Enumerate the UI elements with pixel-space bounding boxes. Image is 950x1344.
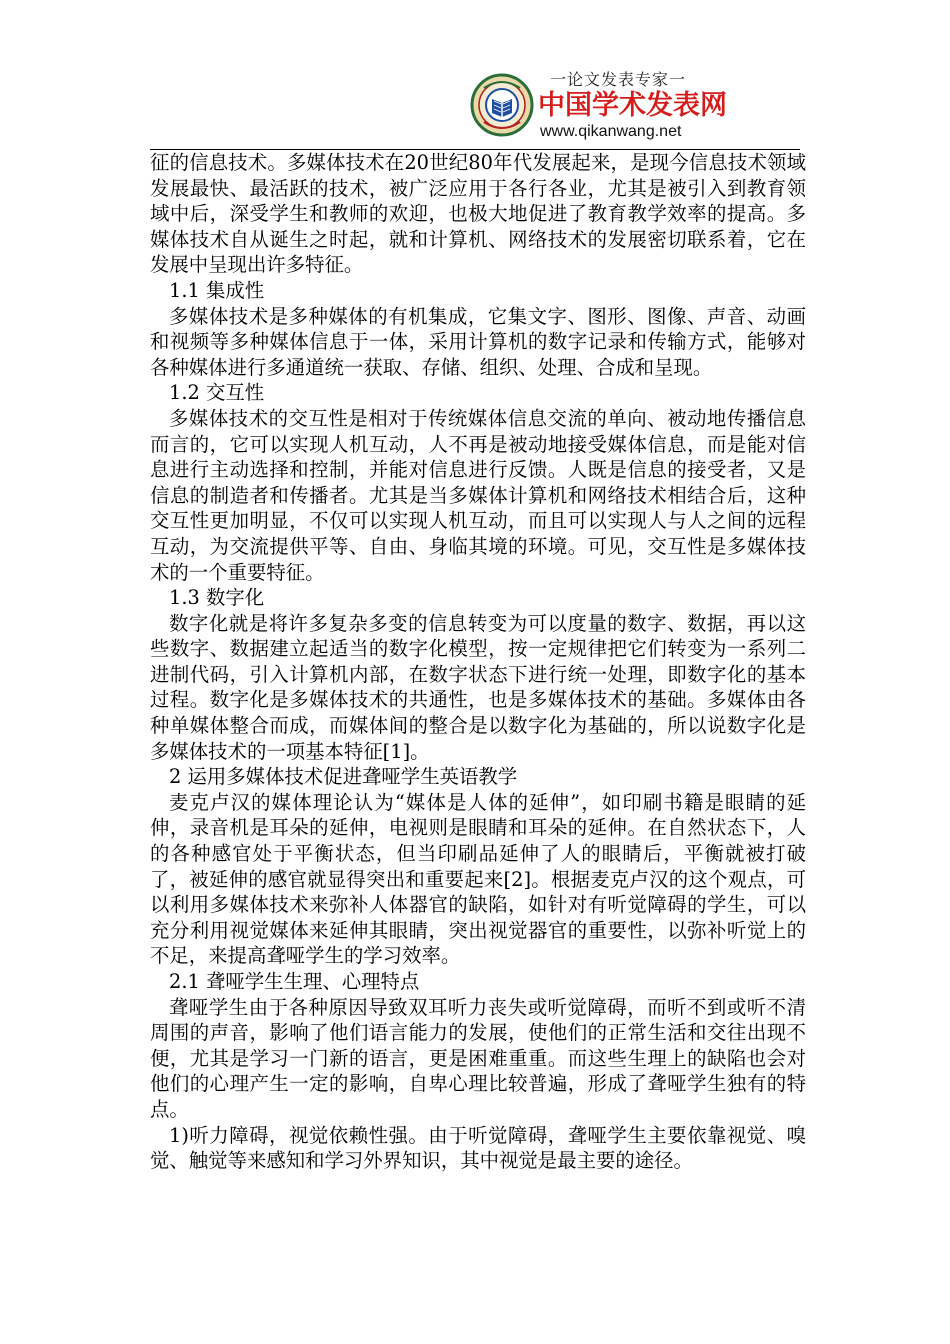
book-seal-logo-icon — [470, 68, 534, 142]
body-paragraph: 聋哑学生由于各种原因导致双耳听力丧失或听觉障碍，而听不到或听不清周围的声音，影响了他们语言能力的发展，使他们的正常生活和交往出现不便，尤其是学习一门新的语言，更是困难重重。而这些生理上的缺陷也会对他们的心理产生一定的影响，自卑心理比较普遍，形成了聋哑学生独有的特点。 — [150, 995, 806, 1121]
section-heading: 1.3 数字化 — [169, 586, 265, 610]
site-logo[interactable] — [470, 68, 727, 142]
body-paragraph: 数字化就是将许多复杂多变的信息转变为可以度量的数字、数据，再以这些数字、数据建立起适当的数字化模型，按一定规律把它们转变为一系列二进制代码，引入计算机内部，在数字状态下进行统一处理，即数字化的基本过程。数字化是多媒体技术的共通性，也是多媒体技术的基础。多媒体由各种单媒体整合而成，而媒体间的整合是以数字化为基础的，所以说数字化是多媒体技术的一项基本特征[1]。 — [150, 611, 806, 763]
section-heading: 1.2 交互性 — [169, 381, 265, 405]
body-paragraph: 多媒体技术是多种媒体的有机集成，它集文字、图形、图像、声音、动画和视频等多种媒体信息于一体，采用计算机的数字记录和传输方式，能够对各种媒体进行多通道统一获取、存储、组织、处理、合成和呈现。 — [150, 304, 806, 379]
logo-url[interactable]: www.qikanwang.net — [540, 123, 682, 140]
body-paragraph: 多媒体技术的交互性是相对于传统媒体信息交流的单向、被动地传播信息而言的，它可以实现人机互动，人不再是被动地接受媒体信息，而是能对信息进行主动选择和控制，并能对信息进行反馈。人既是信息的接受者，又是信息的制造者和传播者。尤其是当多媒体计算机和网络技术相结合后，这种交互性更加明显，不仅可以实现人机互动，而且可以实现人与人之间的远程互动，为交流提供平等、自由、身临其境的环境。可见，交互性是多媒体技术的一个重要特征。 — [150, 406, 806, 584]
section-heading: 1.1 集成性 — [169, 278, 265, 302]
logo-brand-name: 中国学术发表网 — [538, 90, 727, 121]
body-paragraph: 征的信息技术。多媒体技术在20世纪80年代发展起来，是现今信息技术领域发展最快、最活跃的技术，被广泛应用于各行各业，尤其是被引入到教育领域中后，深受学生和教师的欢迎，也极大地促进了教育教学效率的提高。多媒体技术自从诞生之时起，就和计算机、网络技术的发展密切联系着，它在发展中呈现出许多特征。 — [150, 151, 806, 277]
body-paragraph: 麦克卢汉的媒体理论认为“媒体是人体的延伸”，如印刷书籍是眼睛的延伸，录音机是耳朵的延伸，电视则是眼睛和耳朵的延伸。在自然状态下，人的各种感官处于平衡状态，但当印刷品延伸了人的眼睛后，平衡就被打破了，被延伸的感官就显得突出和重要起来[2]。根据麦克卢汉的这个观点，可以利用多媒体技术来弥补人体器官的缺陷，如针对有听觉障碍的学生，可以充分利用视觉媒体来延伸其眼睛，突出视觉器官的重要性，以弥补听觉上的不足，来提高聋哑学生的学习效率。 — [150, 790, 806, 968]
article-body — [150, 150, 806, 1174]
body-paragraph: 1)听力障碍，视觉依赖性强。由于听觉障碍，聋哑学生主要依靠视觉、嗅觉、触觉等来感知和学习外界知识，其中视觉是最主要的途径。 — [150, 1123, 806, 1173]
section-heading: 2 运用多媒体技术促进聋哑学生英语教学 — [169, 765, 518, 789]
logo-tagline: 一论文发表专家一 — [549, 70, 686, 89]
section-heading: 2.1 聋哑学生生理、心理特点 — [169, 970, 420, 993]
